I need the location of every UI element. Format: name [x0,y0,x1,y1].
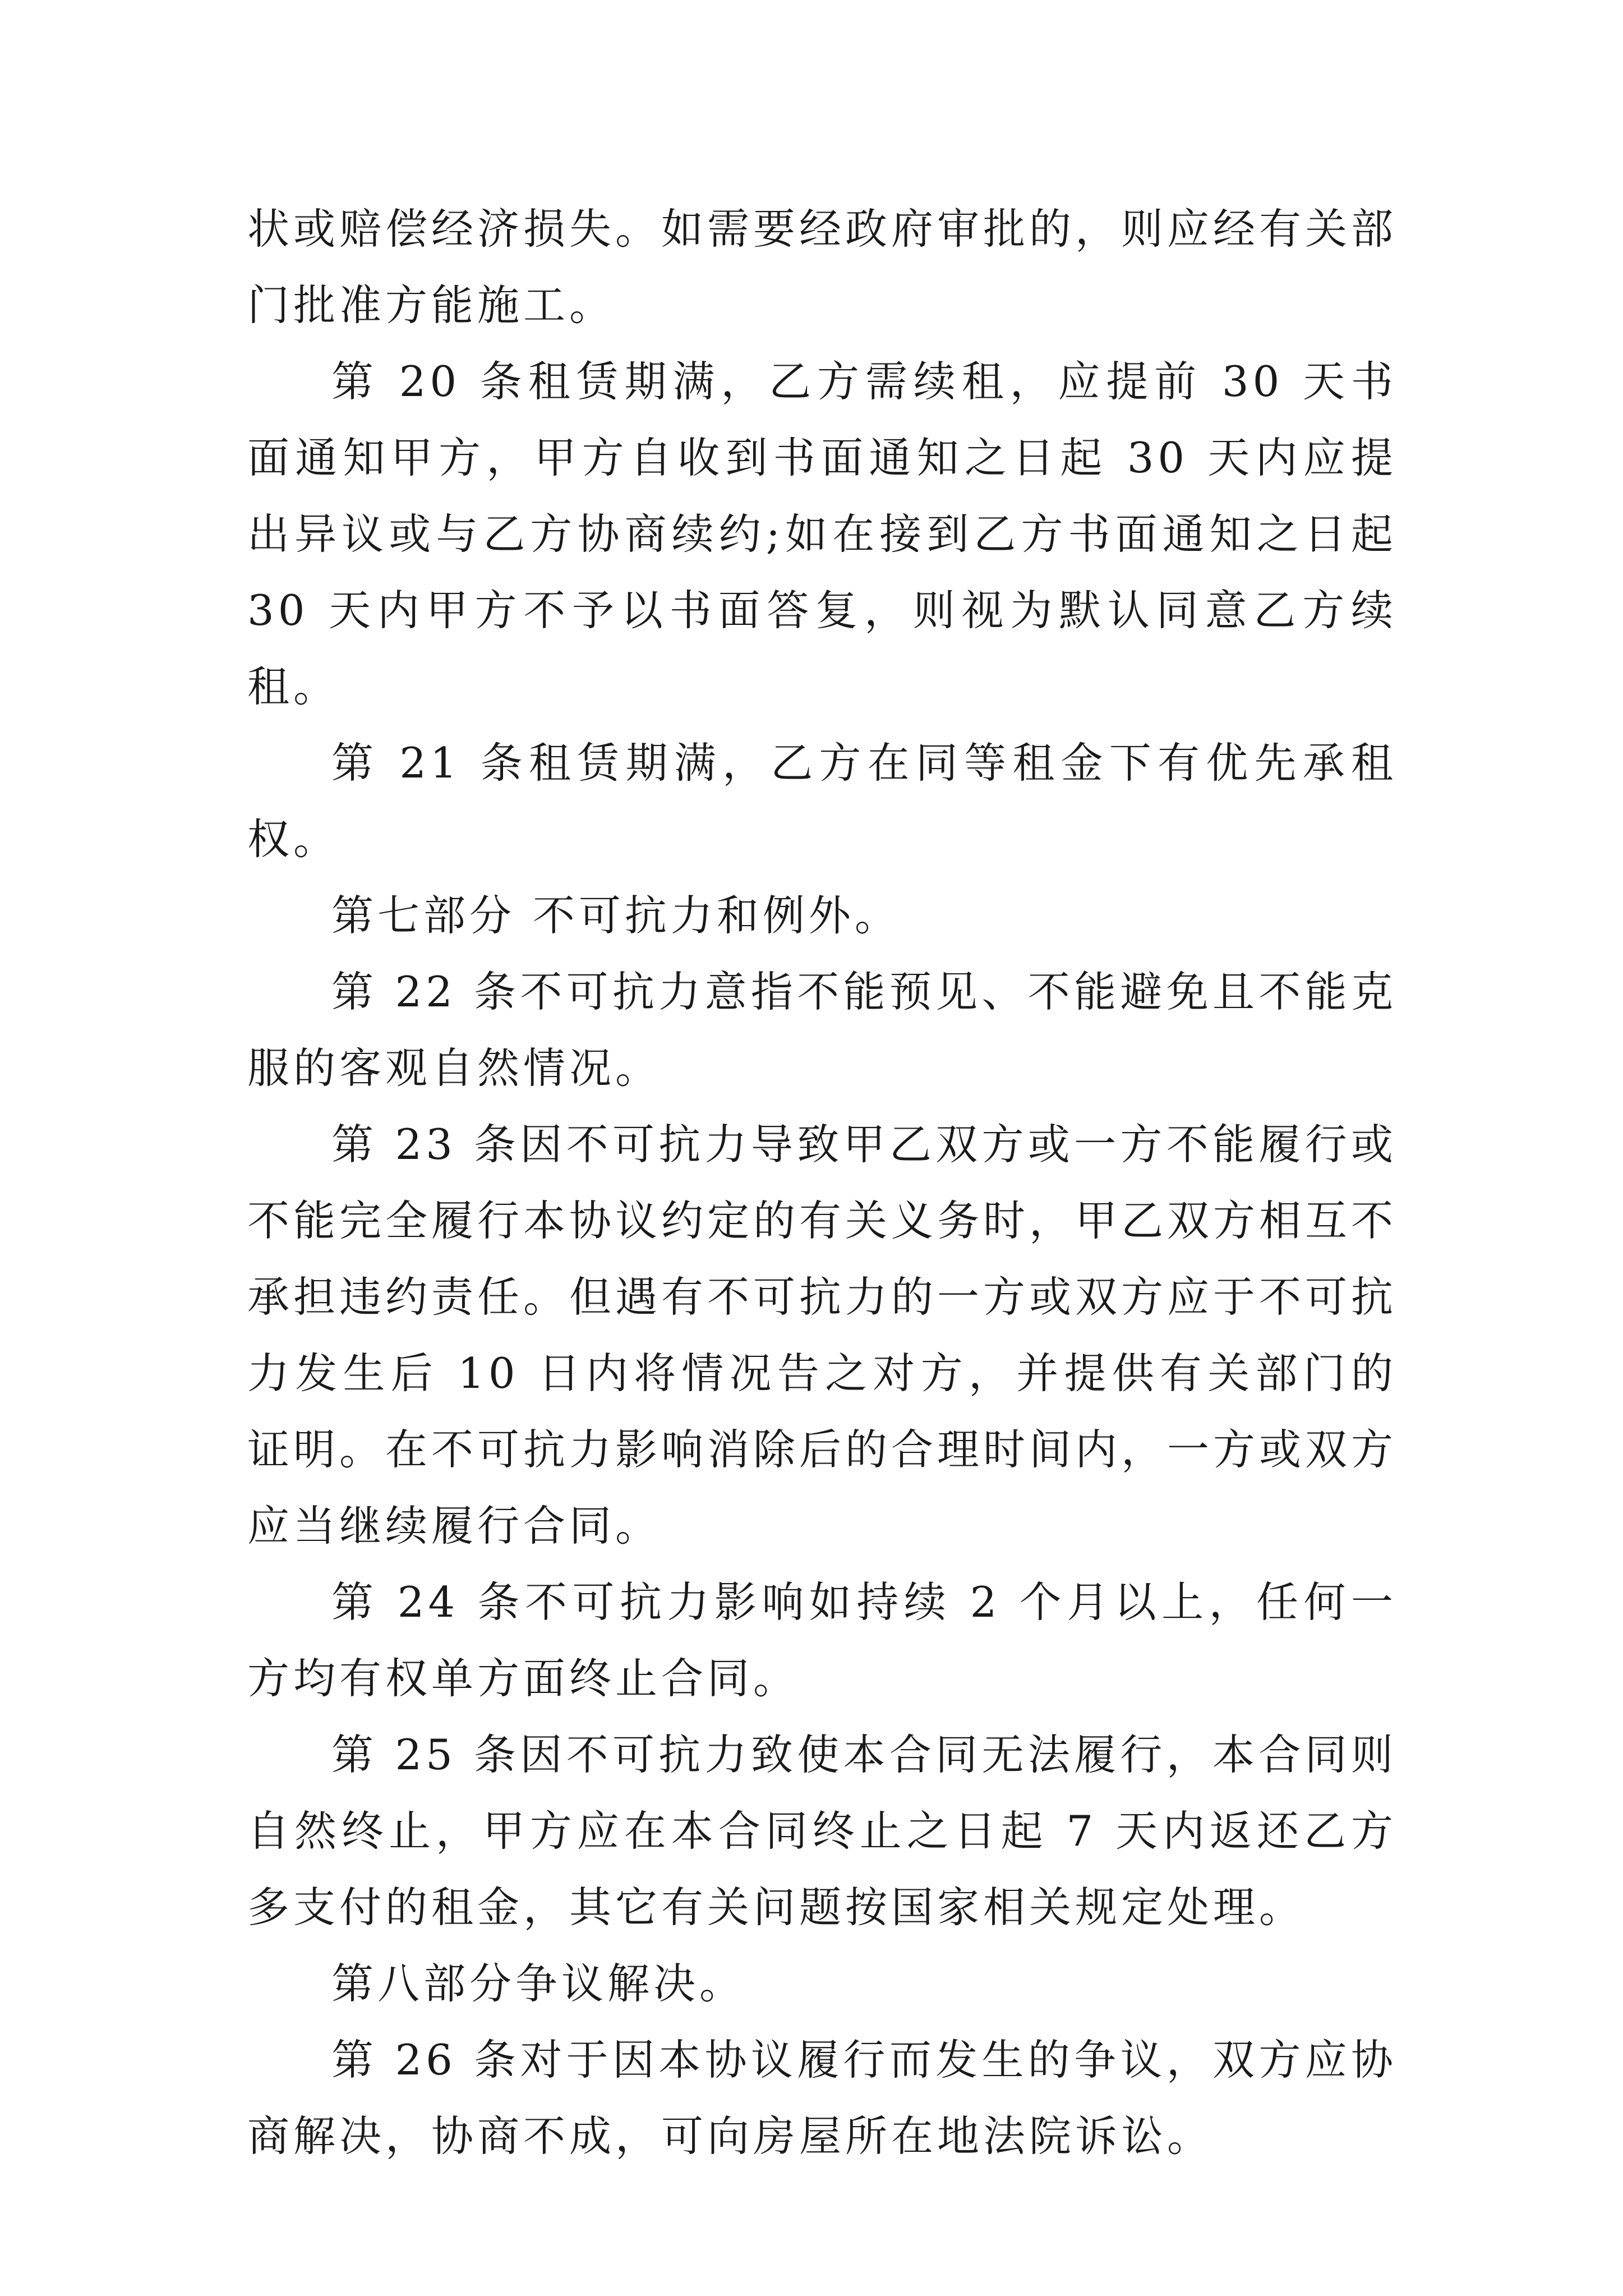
paragraph-article-25: 第 25 条因不可抗力致使本合同无法履行，本合同则自然终止，甲方应在本合同终止之日起 7 天内返还乙方多支付的租金，其它有关问题按国家相关规定处理。 [247,1730,1397,1932]
paragraph-article-23: 第 23 条因不可抗力导致甲乙双方或一方不能履行或不能完全履行本协议约定的有关义务时，甲乙双方相互不承担违约责任。但遇有不可抗力的一方或双方应于不可抗力发生后 10 日内将情况告之对方，并提供有关部门的证明。在不可抗力影响消除后的合理时间内，一方或双方应当继续履行合同。 [247,1120,1398,1550]
section-heading-part-7: 第七部分 不可抗力和例外。 [331,891,901,940]
paragraph-continuation: 状或赔偿经济损失。如需要经政府审批的，则应经有关部门批准方能施工。 [247,204,1398,330]
paragraph-article-22: 第 22 条不可抗力意指不能预见、不能避免且不能克服的客观自然情况。 [247,967,1397,1093]
paragraph-article-20: 第 20 条租赁期满，乙方需续租，应提前 30 天书面通知甲方，甲方自收到书面通知之日起 30 天内应提出异议或与乙方协商续约;如在接到乙方书面通知之日起 30 天内甲方不予以书面答复，则视为默认同意乙方续租。 [247,357,1397,711]
paragraph-article-24: 第 24 条不可抗力影响如持续 2 个月以上，任何一方均有权单方面终止合同。 [247,1577,1397,1703]
document-body [247,191,1397,2174]
paragraph-article-26: 第 26 条对于因本协议履行而发生的争议，双方应协商解决，协商不成，可向房屋所在地法院诉讼。 [247,2035,1397,2161]
section-heading-part-8: 第八部分争议解决。 [331,1959,746,2008]
paragraph-article-21: 第 21 条租赁期满，乙方在同等租金下有优先承租权。 [247,738,1397,864]
